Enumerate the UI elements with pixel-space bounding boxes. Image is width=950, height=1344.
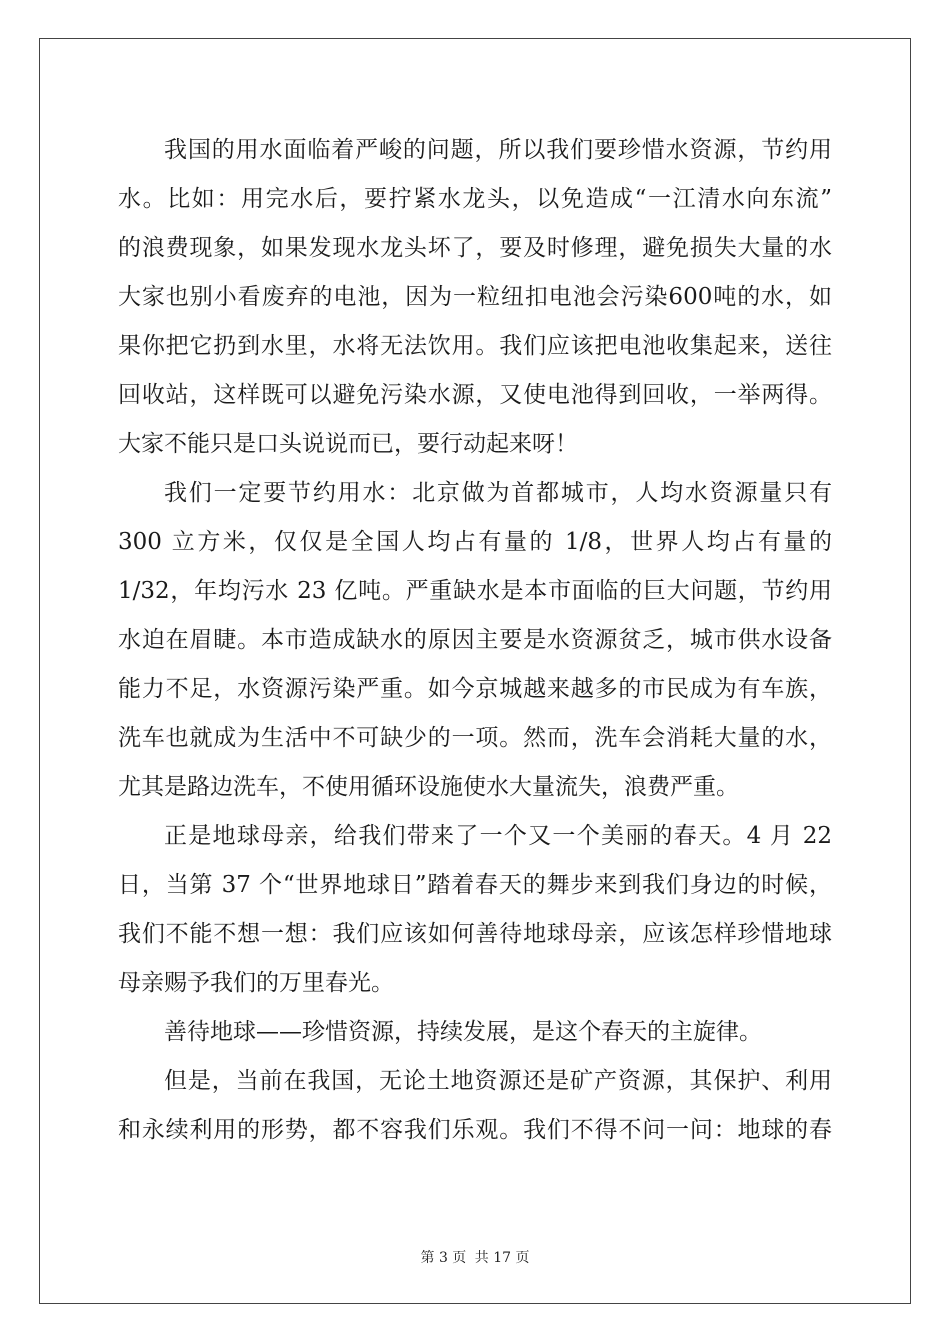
text-line: 果你把它扔到水里，水将无法饮用。我们应该把电池收集起来，送往 [118, 333, 832, 359]
text-line: 但是，当前在我国，无论土地资源还是矿产资源，其保护、利用 [164, 1068, 832, 1094]
text-line: 我们不能不想一想：我们应该如何善待地球母亲，应该怎样珍惜地球 [118, 921, 832, 947]
text-line: 母亲赐予我们的万里春光。 [118, 970, 394, 996]
text-line: 1/32，年均污水 23 亿吨。严重缺水是本市面临的巨大问题，节约用 [118, 578, 832, 604]
text-line: 尤其是路边洗车，不使用循环设施使水大量流失，浪费严重。 [118, 774, 739, 800]
text-line: 能力不足，水资源污染严重。如今京城越来越多的市民成为有车族， [118, 676, 832, 702]
text-line: 的浪费现象，如果发现水龙头坏了，要及时修理，避免损失大量的水 [118, 235, 832, 261]
text-line: 善待地球——珍惜资源，持续发展，是这个春天的主旋律。 [164, 1019, 762, 1045]
page-number: 第 3 页 [420, 1250, 467, 1266]
text-line: 和永续利用的形势，都不容我们乐观。我们不得不问一问：地球的春 [118, 1117, 832, 1143]
text-line: 水迫在眉睫。本市造成缺水的原因主要是水资源贫乏，城市供水设备 [118, 627, 832, 653]
document-body [118, 126, 832, 1155]
text-line: 我们一定要节约用水：北京做为首都城市，人均水资源量只有 [164, 480, 832, 506]
text-line: 洗车也就成为生活中不可缺少的一项。然而，洗车会消耗大量的水， [118, 725, 832, 751]
text-line: 大家不能只是口头说说而已，要行动起来呀！ [118, 431, 578, 457]
text-line: 水。比如：用完水后，要拧紧水龙头，以免造成“一江清水向东流” [118, 186, 832, 212]
text-line: 大家也别小看废弃的电池，因为一粒纽扣电池会污染600吨的水，如 [118, 284, 832, 310]
text-line: 正是地球母亲，给我们带来了一个又一个美丽的春天。4 月 22 [164, 823, 832, 849]
text-line: 300 立方米，仅仅是全国人均占有量的 1/8，世界人均占有量的 [118, 529, 832, 555]
text-line: 我国的用水面临着严峻的问题，所以我们要珍惜水资源，节约用 [164, 137, 832, 163]
page-footer [0, 1247, 950, 1267]
text-line: 日，当第 37 个“世界地球日”踏着春天的舞步来到我们身边的时候， [118, 872, 832, 898]
text-line: 回收站，这样既可以避免污染水源，又使电池得到回收，一举两得。 [118, 382, 832, 408]
page-total: 共 17 页 [474, 1250, 530, 1266]
